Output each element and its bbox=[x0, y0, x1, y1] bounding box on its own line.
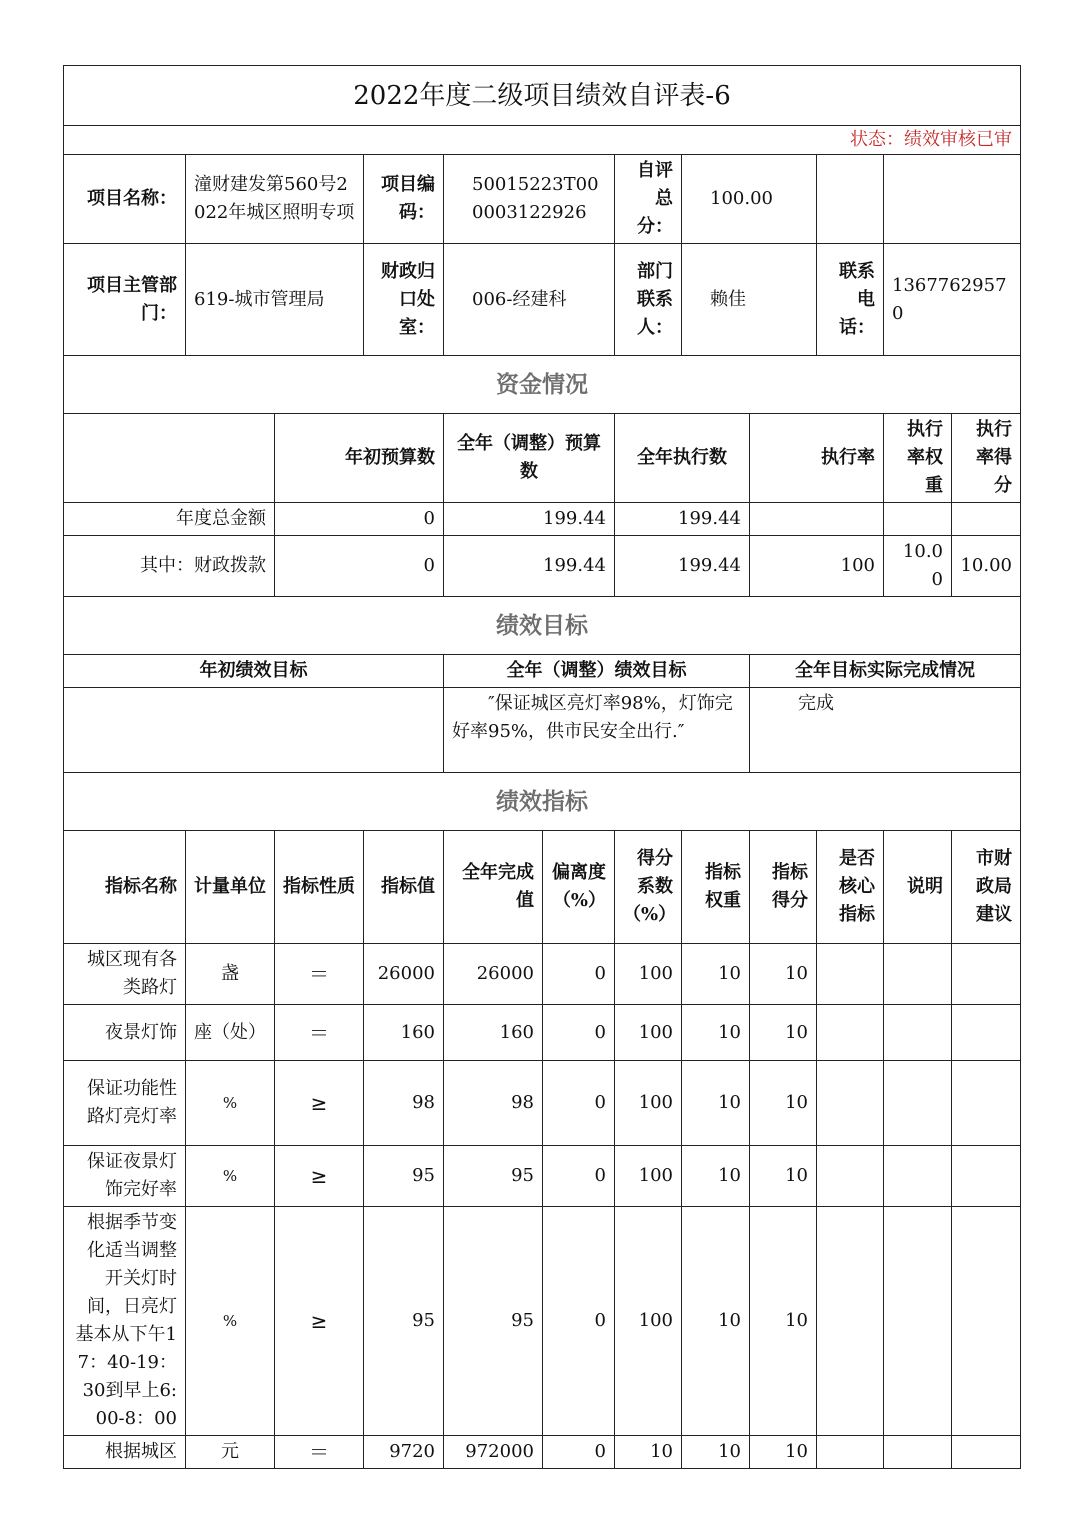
indicator-nature: ＝ bbox=[275, 1436, 364, 1469]
evaluation-sheet bbox=[63, 65, 1020, 1469]
empty-cell bbox=[817, 155, 884, 244]
indicator-name: 保证夜景灯饰完好率 bbox=[64, 1146, 186, 1207]
indicator-nature: ≥ bbox=[275, 1207, 364, 1436]
indicator-weight: 10 bbox=[682, 1146, 750, 1207]
funds-row-weight: 10.00 bbox=[884, 536, 952, 597]
indicator-header: 市财政局建议 bbox=[952, 831, 1021, 944]
indicator-unit: 盏 bbox=[186, 944, 275, 1005]
indicator-advice bbox=[952, 1061, 1021, 1146]
funds-header-weight: 执行率权重 bbox=[884, 414, 952, 503]
indicator-score: 10 bbox=[750, 1146, 817, 1207]
goals-header-initial: 年初绩效目标 bbox=[64, 655, 444, 688]
indicator-actual: 95 bbox=[444, 1207, 543, 1436]
indicator-header: 偏离度（%） bbox=[543, 831, 615, 944]
goals-header-completion: 全年目标实际完成情况 bbox=[750, 655, 1021, 688]
funds-row-adjusted: 199.44 bbox=[444, 536, 615, 597]
funds-header-blank bbox=[64, 414, 275, 503]
funds-row-adjusted: 199.44 bbox=[444, 503, 615, 536]
project-code-label: 项目编码： bbox=[364, 155, 444, 244]
indicator-actual: 95 bbox=[444, 1146, 543, 1207]
funds-row-weight bbox=[884, 503, 952, 536]
indicator-target: 98 bbox=[364, 1061, 444, 1146]
funds-row-label: 其中：财政拨款 bbox=[64, 536, 275, 597]
indicator-name: 根据季节变化适当调整开关灯时间，日亮灯基本从下午17：40-19：30到早上6:00-8：00 bbox=[64, 1207, 186, 1436]
page-title: 2022年度二级项目绩效自评表-6 bbox=[64, 66, 1021, 126]
goals-adjusted-value: ″保证城区亮灯率98%，灯饰完好率95%，供市民安全出行.″ bbox=[444, 688, 750, 773]
indicator-deviation: 0 bbox=[543, 944, 615, 1005]
indicator-header: 说明 bbox=[884, 831, 952, 944]
indicator-score: 10 bbox=[750, 944, 817, 1005]
indicator-coef: 100 bbox=[615, 944, 682, 1005]
indicator-target: 9720 bbox=[364, 1436, 444, 1469]
funds-row-label: 年度总金额 bbox=[64, 503, 275, 536]
table-row bbox=[64, 944, 1021, 1005]
indicator-core bbox=[817, 1436, 884, 1469]
table-row bbox=[64, 1005, 1021, 1061]
indicator-target: 95 bbox=[364, 1146, 444, 1207]
indicator-header: 得分系数（%） bbox=[615, 831, 682, 944]
goals-initial-value bbox=[64, 688, 444, 773]
indicator-name: 城区现有各类路灯 bbox=[64, 944, 186, 1005]
finance-office-value: 006-经建科 bbox=[444, 244, 615, 356]
funds-header-budget: 年初预算数 bbox=[275, 414, 444, 503]
indicator-weight: 10 bbox=[682, 1005, 750, 1061]
indicator-coef: 100 bbox=[615, 1207, 682, 1436]
indicator-actual: 26000 bbox=[444, 944, 543, 1005]
funds-header-score: 执行率得分 bbox=[952, 414, 1021, 503]
evaluation-table bbox=[63, 65, 1021, 1469]
indicator-score: 10 bbox=[750, 1436, 817, 1469]
funds-header-rate: 执行率 bbox=[750, 414, 884, 503]
indicator-unit: 元 bbox=[186, 1436, 275, 1469]
indicator-note bbox=[884, 1061, 952, 1146]
funds-row-rate: 100 bbox=[750, 536, 884, 597]
indicator-actual: 98 bbox=[444, 1061, 543, 1146]
self-score-label: 自评总分： bbox=[615, 155, 682, 244]
indicator-core bbox=[817, 944, 884, 1005]
funds-section-title: 资金情况 bbox=[64, 356, 1021, 414]
project-name-value: 潼财建发第560号2022年城区照明专项 bbox=[186, 155, 364, 244]
indicator-deviation: 0 bbox=[543, 1207, 615, 1436]
goals-completion-value: 完成 bbox=[750, 688, 1021, 773]
funds-row-executed: 199.44 bbox=[615, 536, 750, 597]
indicator-header: 指标值 bbox=[364, 831, 444, 944]
status-badge: 状态：绩效审核已审 bbox=[64, 126, 1021, 155]
funds-row-budget: 0 bbox=[275, 536, 444, 597]
project-name-label: 项目名称： bbox=[64, 155, 186, 244]
indicator-coef: 10 bbox=[615, 1436, 682, 1469]
indicator-core bbox=[817, 1061, 884, 1146]
finance-office-label: 财政归口处室： bbox=[364, 244, 444, 356]
indicator-core bbox=[817, 1207, 884, 1436]
indicator-deviation: 0 bbox=[543, 1061, 615, 1146]
indicator-weight: 10 bbox=[682, 1436, 750, 1469]
goals-header-adjusted: 全年（调整）绩效目标 bbox=[444, 655, 750, 688]
indicator-coef: 100 bbox=[615, 1005, 682, 1061]
funds-header-adjusted: 全年（调整）预算数 bbox=[444, 414, 615, 503]
indicator-note bbox=[884, 944, 952, 1005]
indicator-unit: % bbox=[186, 1207, 275, 1436]
indicator-advice bbox=[952, 1005, 1021, 1061]
indicator-nature: ≥ bbox=[275, 1061, 364, 1146]
indicator-advice bbox=[952, 1146, 1021, 1207]
indicator-note bbox=[884, 1207, 952, 1436]
self-score-value: 100.00 bbox=[682, 155, 817, 244]
indicator-deviation: 0 bbox=[543, 1146, 615, 1207]
indicator-header: 全年完成值 bbox=[444, 831, 543, 944]
indicator-score: 10 bbox=[750, 1207, 817, 1436]
indicator-header: 指标名称 bbox=[64, 831, 186, 944]
indicator-core bbox=[817, 1005, 884, 1061]
indicator-name: 根据城区 bbox=[64, 1436, 186, 1469]
indicator-deviation: 0 bbox=[543, 1436, 615, 1469]
indicator-nature: ＝ bbox=[275, 944, 364, 1005]
indicator-weight: 10 bbox=[682, 944, 750, 1005]
indicator-nature: ＝ bbox=[275, 1005, 364, 1061]
indicator-advice bbox=[952, 1207, 1021, 1436]
dept-value: 619-城市管理局 bbox=[186, 244, 364, 356]
indicator-header: 指标权重 bbox=[682, 831, 750, 944]
table-row bbox=[64, 1436, 1021, 1469]
table-row bbox=[64, 1207, 1021, 1436]
indicator-target: 95 bbox=[364, 1207, 444, 1436]
indicator-unit: % bbox=[186, 1061, 275, 1146]
indicator-note bbox=[884, 1005, 952, 1061]
indicator-actual: 160 bbox=[444, 1005, 543, 1061]
funds-row-budget: 0 bbox=[275, 503, 444, 536]
indicator-advice bbox=[952, 1436, 1021, 1469]
indicator-advice bbox=[952, 944, 1021, 1005]
empty-cell bbox=[884, 155, 1021, 244]
indicator-header: 是否核心指标 bbox=[817, 831, 884, 944]
phone-value: 13677629570 bbox=[884, 244, 1021, 356]
indicator-note bbox=[884, 1436, 952, 1469]
project-code-value: 50015223T000003122926 bbox=[444, 155, 615, 244]
phone-label: 联系电话： bbox=[817, 244, 884, 356]
contact-label: 部门联系人： bbox=[615, 244, 682, 356]
indicator-target: 160 bbox=[364, 1005, 444, 1061]
funds-header-executed: 全年执行数 bbox=[615, 414, 750, 503]
indicator-score: 10 bbox=[750, 1061, 817, 1146]
indicator-unit: % bbox=[186, 1146, 275, 1207]
indicator-weight: 10 bbox=[682, 1207, 750, 1436]
indicator-note bbox=[884, 1146, 952, 1207]
indicator-coef: 100 bbox=[615, 1146, 682, 1207]
indicator-deviation: 0 bbox=[543, 1005, 615, 1061]
indicator-name: 夜景灯饰 bbox=[64, 1005, 186, 1061]
funds-row-rate bbox=[750, 503, 884, 536]
indicator-coef: 100 bbox=[615, 1061, 682, 1146]
indicator-header: 指标性质 bbox=[275, 831, 364, 944]
contact-value: 赖佳 bbox=[682, 244, 817, 356]
funds-row-executed: 199.44 bbox=[615, 503, 750, 536]
dept-label: 项目主管部门： bbox=[64, 244, 186, 356]
indicator-header: 指标得分 bbox=[750, 831, 817, 944]
funds-row-score bbox=[952, 503, 1021, 536]
goals-section-title: 绩效目标 bbox=[64, 597, 1021, 655]
indicator-actual: 972000 bbox=[444, 1436, 543, 1469]
table-row bbox=[64, 1146, 1021, 1207]
indicator-nature: ≥ bbox=[275, 1146, 364, 1207]
indicators-section-title: 绩效指标 bbox=[64, 773, 1021, 831]
table-row bbox=[64, 1061, 1021, 1146]
indicator-score: 10 bbox=[750, 1005, 817, 1061]
funds-row-score: 10.00 bbox=[952, 536, 1021, 597]
indicator-unit: 座（处） bbox=[186, 1005, 275, 1061]
indicator-header: 计量单位 bbox=[186, 831, 275, 944]
indicator-target: 26000 bbox=[364, 944, 444, 1005]
indicator-core bbox=[817, 1146, 884, 1207]
indicator-weight: 10 bbox=[682, 1061, 750, 1146]
indicator-name: 保证功能性路灯亮灯率 bbox=[64, 1061, 186, 1146]
